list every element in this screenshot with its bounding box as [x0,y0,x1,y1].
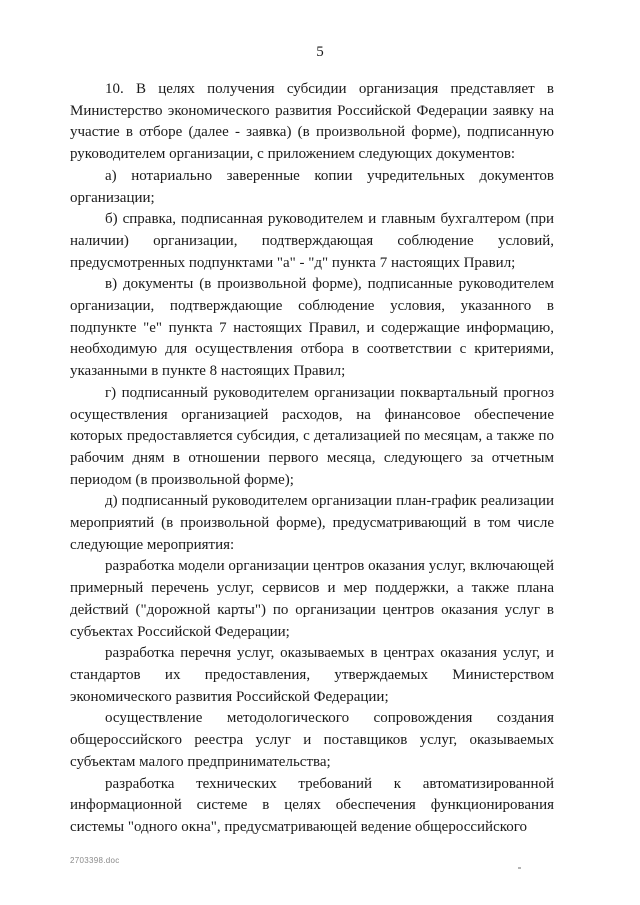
footer-file-code: 2703398.doc [70,856,120,865]
paragraph-subitem-v: в) документы (в произвольной форме), подписанные руководителем организации, подтверждающие соблюдение условия, указанного в подпункте "е" пункта 7 настоящих Правил, и содержащие информацию, необходимую для осуществления отбора в соответствии с критериями, указанными в пункте 8 настоящих Правил; [70,276,554,380]
paragraph-activity-methodology: осуществление методологического сопровождения создания общероссийского реестра услуг и поставщиков услуг, оказываемых субъектам малого предпринимательства; [70,710,554,770]
document-body [70,79,554,839]
footer-mark [518,867,521,869]
paragraph-activity-services-list: разработка перечня услуг, оказываемых в центрах оказания услуг, и стандартов их предоставления, утверждаемых Министерством экономического развития Российской Федерации; [70,645,554,705]
paragraph-subitem-b: б) справка, подписанная руководителем и главным бухгалтером (при наличии) организации, подтверждающая соблюдение условий, предусмотренных подпунктами "а" - "д" пункта 7 настоящих Правил; [70,211,554,271]
paragraph-activity-technical-requirements: разработка технических требований к автоматизированной информационной системе в целях обеспечения функционирования системы "одного окна", предусматривающей ведение общероссийского [70,775,554,835]
paragraph-item-10: 10. В целях получения субсидии организация представляет в Министерство экономического развития Российской Федерации заявку на участие в отборе (далее - заявка) (в произвольной форме), подписанную руководителем организации, с приложением следующих документов: [70,81,554,163]
paragraph-subitem-a: а) нотариально заверенные копии учредительных документов организации; [70,167,554,206]
paragraph-subitem-d: д) подписанный руководителем организации план-график реализации мероприятий (в произвольной форме), предусматривающий в том числе следующие мероприятия: [70,493,554,553]
paragraph-subitem-g: г) подписанный руководителем организации поквартальный прогноз осуществления организацией расходов, на финансовое обеспечение которых предоставляется субсидия, с детализацией по месяцам, а также по рабочим дням в отношении первого месяца, следующего за отчетным периодом (в произвольной форме); [70,384,554,488]
page-number: 5 [316,44,324,60]
paragraph-activity-model: разработка модели организации центров оказания услуг, включающей примерный перечень услуг, сервисов и мер поддержки, а также плана действий ("дорожной карты") по организации центров оказания услуг в субъектах Российской Федерации; [70,558,554,640]
